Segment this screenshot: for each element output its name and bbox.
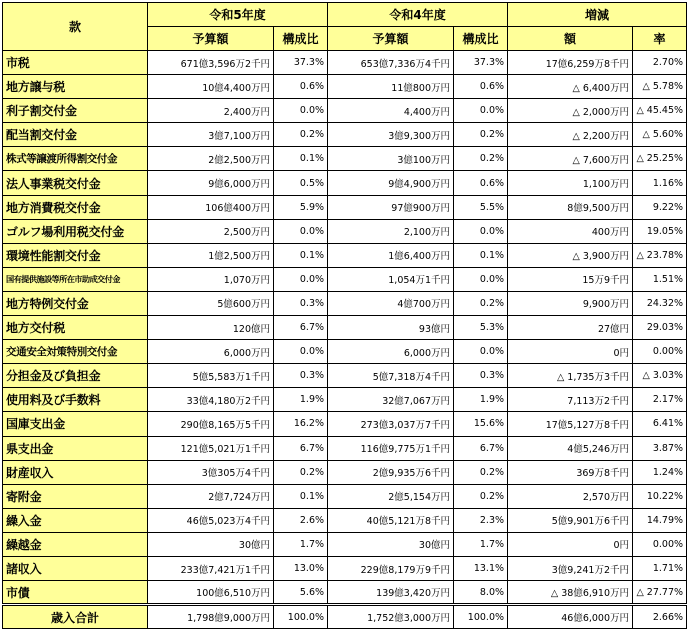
table-row [3,460,687,484]
table-row [3,532,687,556]
row-name: 繰越金 [3,532,148,556]
r5-budget: 2,500万円 [148,219,274,243]
r5-ratio: 0.3% [274,364,328,388]
r5-ratio: 0.0% [274,99,328,123]
r5-budget: 6,000万円 [148,340,274,364]
diff-rate: 9.22% [633,195,687,219]
diff-rate: 14.79% [633,508,687,532]
row-name: 法人事業税交付金 [3,171,148,195]
total-r5-ratio: 100.0% [274,605,328,629]
diff-rate: 24.32% [633,291,687,315]
diff-amount: △ 2,200万円 [508,123,633,147]
diff-rate: △ 5.60% [633,123,687,147]
table-row [3,195,687,219]
diff-rate: 2.70% [633,51,687,75]
r4-ratio: 0.1% [454,243,508,267]
table-row [3,75,687,99]
table-row [3,123,687,147]
diff-rate: △ 23.78% [633,243,687,267]
r4-budget: 2億5,154万円 [328,484,454,508]
r5-budget: 3億305万4千円 [148,460,274,484]
r4-ratio: 8.0% [454,581,508,605]
header-category: 款 [3,3,148,51]
r4-ratio: 15.6% [454,412,508,436]
table-row [3,436,687,460]
diff-amount: 0円 [508,340,633,364]
row-name: 寄附金 [3,484,148,508]
r4-budget: 653億7,336万4千円 [328,51,454,75]
row-name: 市債 [3,581,148,605]
row-name: 市税 [3,51,148,75]
r4-ratio: 0.2% [454,291,508,315]
row-name: 分担金及び負担金 [3,364,148,388]
r5-budget: 2億2,500万円 [148,147,274,171]
r4-ratio: 0.0% [454,340,508,364]
row-name: 株式等譲渡所得割交付金 [3,147,148,171]
r4-budget: 93億円 [328,316,454,340]
r4-budget: 11億800万円 [328,75,454,99]
r5-budget: 30億円 [148,532,274,556]
diff-amount: 369万8千円 [508,460,633,484]
r4-budget: 3億9,300万円 [328,123,454,147]
table-row [3,388,687,412]
diff-rate: 3.87% [633,436,687,460]
r4-ratio: 0.2% [454,460,508,484]
total-diff-amount: 46億6,000万円 [508,605,633,629]
r5-budget: 106億400万円 [148,195,274,219]
r4-ratio: 5.3% [454,316,508,340]
r4-budget: 273億3,037万7千円 [328,412,454,436]
row-name: 地方消費税交付金 [3,195,148,219]
diff-amount: 17億6,259万8千円 [508,51,633,75]
r4-ratio: 1.9% [454,388,508,412]
diff-amount: 17億5,127万8千円 [508,412,633,436]
table-row [3,508,687,532]
diff-amount: 2,570万円 [508,484,633,508]
r5-ratio: 0.5% [274,171,328,195]
r4-ratio: 0.2% [454,147,508,171]
row-name: 使用料及び手数料 [3,388,148,412]
diff-rate: 0.00% [633,532,687,556]
r4-ratio: 0.6% [454,171,508,195]
header-r4: 令和4年度 [328,3,508,27]
diff-rate: 1.71% [633,556,687,580]
table-row [3,316,687,340]
r5-ratio: 2.6% [274,508,328,532]
table-row [3,581,687,605]
diff-rate: 19.05% [633,219,687,243]
r5-ratio: 6.7% [274,316,328,340]
r5-ratio: 0.0% [274,267,328,291]
r4-ratio: 6.7% [454,436,508,460]
diff-rate: △ 3.03% [633,364,687,388]
diff-amount: 1,100万円 [508,171,633,195]
r4-ratio: 0.2% [454,123,508,147]
r5-ratio: 0.0% [274,219,328,243]
diff-amount: 15万9千円 [508,267,633,291]
table-row [3,340,687,364]
r4-ratio: 0.2% [454,484,508,508]
r5-budget: 120億円 [148,316,274,340]
r5-ratio: 5.9% [274,195,328,219]
table-row [3,556,687,580]
table-row [3,171,687,195]
r5-budget: 233億7,421万1千円 [148,556,274,580]
r5-budget: 10億4,400万円 [148,75,274,99]
total-label: 歳入合計 [3,605,148,629]
diff-rate: △ 27.77% [633,581,687,605]
row-name: 地方交付税 [3,316,148,340]
diff-amount: 9,900万円 [508,291,633,315]
diff-rate: 6.41% [633,412,687,436]
r4-budget: 30億円 [328,532,454,556]
r4-budget: 116億9,775万1千円 [328,436,454,460]
r5-ratio: 1.9% [274,388,328,412]
table-row [3,484,687,508]
total-diff-rate: 2.66% [633,605,687,629]
r5-budget: 1,070万円 [148,267,274,291]
r4-ratio: 0.0% [454,219,508,243]
table-row [3,243,687,267]
r5-ratio: 16.2% [274,412,328,436]
r4-budget: 6,000万円 [328,340,454,364]
r4-budget: 5億7,318万4千円 [328,364,454,388]
revenue-table [2,2,687,629]
row-name: 諸収入 [3,556,148,580]
total-r5-budget: 1,798億9,000万円 [148,605,274,629]
r5-ratio: 0.6% [274,75,328,99]
diff-rate: 1.51% [633,267,687,291]
total-row [3,605,687,629]
row-name: 県支出金 [3,436,148,460]
header-diff-rate: 率 [633,27,687,51]
diff-amount: △ 2,000万円 [508,99,633,123]
r5-ratio: 0.1% [274,484,328,508]
diff-amount: 8億9,500万円 [508,195,633,219]
r5-budget: 2,400万円 [148,99,274,123]
r5-budget: 5億600万円 [148,291,274,315]
r4-budget: 2,100万円 [328,219,454,243]
row-name: 配当割交付金 [3,123,148,147]
r4-ratio: 13.1% [454,556,508,580]
header-r5-ratio: 構成比 [274,27,328,51]
r5-budget: 2億7,724万円 [148,484,274,508]
diff-amount: 5億9,901万6千円 [508,508,633,532]
r4-budget: 32億7,067万円 [328,388,454,412]
total-r4-budget: 1,752億3,000万円 [328,605,454,629]
r4-budget: 3億100万円 [328,147,454,171]
header-diff-amount: 額 [508,27,633,51]
header-r4-budget: 予算額 [328,27,454,51]
diff-amount: 4億5,246万円 [508,436,633,460]
r4-ratio: 2.3% [454,508,508,532]
total-r4-ratio: 100.0% [454,605,508,629]
row-name: 地方譲与税 [3,75,148,99]
r5-budget: 671億3,596万2千円 [148,51,274,75]
diff-rate: △ 5.78% [633,75,687,99]
row-name: 財産収入 [3,460,148,484]
diff-rate: 1.24% [633,460,687,484]
r5-ratio: 0.1% [274,243,328,267]
diff-amount: △ 3,900万円 [508,243,633,267]
r5-budget: 3億7,100万円 [148,123,274,147]
diff-rate: 2.17% [633,388,687,412]
r5-ratio: 13.0% [274,556,328,580]
r4-budget: 40億5,121万8千円 [328,508,454,532]
row-name: 交通安全対策特別交付金 [3,340,148,364]
diff-amount: 27億円 [508,316,633,340]
r4-budget: 1,054万1千円 [328,267,454,291]
r5-budget: 33億4,180万2千円 [148,388,274,412]
diff-amount: 7,113万2千円 [508,388,633,412]
r4-ratio: 0.3% [454,364,508,388]
header-r4-ratio: 構成比 [454,27,508,51]
table-row [3,99,687,123]
table-row [3,219,687,243]
r4-budget: 4,400万円 [328,99,454,123]
header-diff: 増減 [508,3,687,27]
r4-budget: 97億900万円 [328,195,454,219]
r4-ratio: 0.0% [454,99,508,123]
r5-ratio: 0.1% [274,147,328,171]
r5-ratio: 1.7% [274,532,328,556]
table-row [3,364,687,388]
r4-budget: 9億4,900万円 [328,171,454,195]
r5-ratio: 6.7% [274,436,328,460]
table-row [3,147,687,171]
table-row [3,267,687,291]
r5-ratio: 37.3% [274,51,328,75]
r4-ratio: 0.6% [454,75,508,99]
row-name: ゴルフ場利用税交付金 [3,219,148,243]
diff-rate: 1.16% [633,171,687,195]
diff-rate: 10.22% [633,484,687,508]
r5-budget: 9億6,000万円 [148,171,274,195]
r5-budget: 100億6,510万円 [148,581,274,605]
row-name: 国有提供施設等所在市助成交付金 [3,267,148,291]
diff-amount: 400万円 [508,219,633,243]
table-row [3,412,687,436]
r5-ratio: 0.2% [274,123,328,147]
diff-rate: 29.03% [633,316,687,340]
row-name: 繰入金 [3,508,148,532]
row-name: 地方特例交付金 [3,291,148,315]
r4-ratio: 37.3% [454,51,508,75]
r5-budget: 121億5,021万1千円 [148,436,274,460]
diff-rate: 0.00% [633,340,687,364]
row-name: 国庫支出金 [3,412,148,436]
diff-amount: △ 1,735万3千円 [508,364,633,388]
header-r5-budget: 予算額 [148,27,274,51]
diff-amount: 3億9,241万2千円 [508,556,633,580]
r5-budget: 1億2,500万円 [148,243,274,267]
table-row [3,291,687,315]
r4-budget: 2億9,935万6千円 [328,460,454,484]
r5-ratio: 0.0% [274,340,328,364]
r5-ratio: 0.2% [274,460,328,484]
header-r5: 令和5年度 [148,3,328,27]
row-name: 環境性能割交付金 [3,243,148,267]
r5-budget: 46億5,023万4千円 [148,508,274,532]
r4-budget: 4億700万円 [328,291,454,315]
r5-ratio: 0.3% [274,291,328,315]
diff-rate: △ 45.45% [633,99,687,123]
table-row [3,51,687,75]
r5-budget: 5億5,583万1千円 [148,364,274,388]
r4-budget: 229億8,179万9千円 [328,556,454,580]
diff-amount: △ 38億6,910万円 [508,581,633,605]
r4-ratio: 5.5% [454,195,508,219]
diff-amount: △ 7,600万円 [508,147,633,171]
diff-amount: 0円 [508,532,633,556]
r5-ratio: 5.6% [274,581,328,605]
r4-ratio: 0.0% [454,267,508,291]
r4-ratio: 1.7% [454,532,508,556]
diff-amount: △ 6,400万円 [508,75,633,99]
row-name: 利子割交付金 [3,99,148,123]
diff-rate: △ 25.25% [633,147,687,171]
r4-budget: 139億3,420万円 [328,581,454,605]
r5-budget: 290億8,165万5千円 [148,412,274,436]
r4-budget: 1億6,400万円 [328,243,454,267]
